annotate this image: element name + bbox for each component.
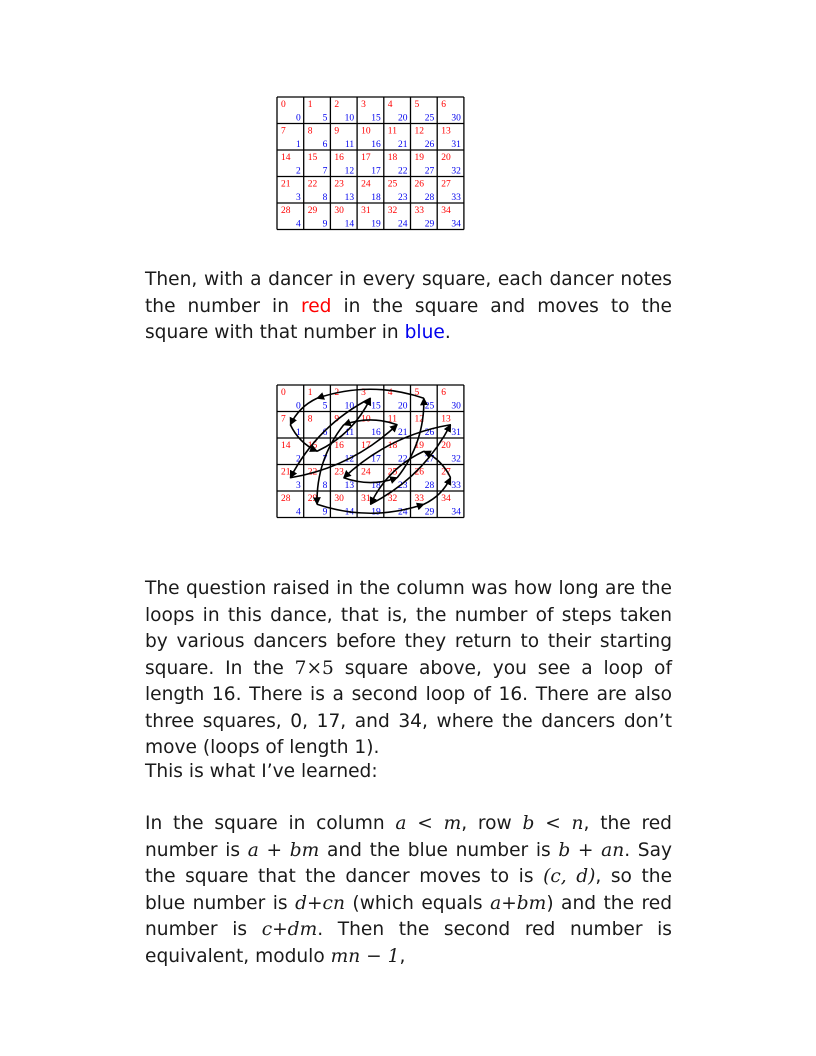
cell-blue-number: 15 [371,113,381,124]
cell-red-number: 20 [441,153,451,163]
cell-blue-number: 5 [322,401,328,412]
cell-red-number: 16 [334,441,344,451]
cell-blue-number: 7 [322,166,328,177]
cell-blue-number: 2 [295,454,301,465]
cell-red-number: 24 [361,179,371,190]
cell-red-number: 8 [307,126,313,137]
cell-blue-number: 18 [371,193,381,203]
cell-blue-number: 10 [344,401,355,412]
cell-red-number: 33 [414,494,424,504]
cell-blue-number: 11 [344,428,355,438]
cell-red-number: 1 [307,388,313,398]
blue-word: blue [404,322,445,343]
cell-blue-number: 29 [424,507,435,518]
cell-blue-number: 10 [344,113,355,124]
cell-red-number: 7 [281,126,286,137]
cell-blue-number: 0 [295,401,301,412]
cell-blue-number: 26 [424,140,435,150]
cell-red-number: 26 [414,179,424,190]
cell-blue-number: 13 [344,481,355,491]
cell-blue-number: 0 [295,113,301,124]
cell-blue-number: 16 [371,140,381,150]
cell-red-number: 2 [334,388,340,398]
cell-red-number: 12 [414,414,424,425]
cell-red-number: 0 [281,100,286,110]
cell-blue-number: 31 [451,428,461,438]
cell-red-number: 26 [414,467,424,478]
cell-blue-number: 29 [424,219,435,230]
cell-blue-number: 33 [451,193,461,203]
cell-blue-number: 23 [398,193,408,203]
cell-red-number: 20 [441,441,451,451]
cell-red-number: 25 [387,467,398,478]
cell-red-number: 5 [414,100,420,110]
cell-blue-number: 3 [295,193,301,203]
paragraph-learned: This is what I’ve learned: [145,761,378,782]
cell-blue-number: 28 [424,193,435,203]
cell-blue-number: 19 [371,507,381,518]
cell-blue-number: 31 [451,140,461,150]
number-grid-with-loop-arrows [276,384,466,520]
cell-blue-number: 4 [295,219,301,230]
cell-red-number: 3 [361,388,366,398]
cell-red-number: 2 [334,100,340,110]
cell-red-number: 4 [387,388,393,398]
cell-blue-number: 34 [451,507,461,518]
cell-blue-number: 1 [295,140,301,150]
cell-red-number: 33 [414,206,424,216]
cell-blue-number: 34 [451,219,461,230]
cell-red-number: 15 [307,153,318,163]
cell-blue-number: 20 [398,113,408,124]
cell-blue-number: 27 [424,454,435,465]
cell-blue-number: 7 [322,454,328,465]
cell-blue-number: 32 [451,454,461,465]
cell-red-number: 29 [307,494,318,504]
cell-red-number: 11 [387,414,397,425]
cell-blue-number: 12 [344,166,355,177]
cell-red-number: 18 [387,441,398,451]
cell-red-number: 32 [387,494,398,504]
number-grid-top [276,96,466,232]
cell-red-number: 23 [334,467,344,478]
cell-blue-number: 2 [295,166,301,177]
cell-blue-number: 14 [344,219,355,230]
cell-red-number: 6 [441,100,446,110]
cell-blue-number: 30 [451,401,461,412]
cell-red-number: 13 [441,414,451,425]
cell-blue-number: 30 [451,113,461,124]
cell-blue-number: 6 [322,140,328,150]
cell-red-number: 9 [334,414,340,425]
cell-red-number: 14 [281,153,291,163]
cell-blue-number: 6 [322,428,328,438]
cell-blue-number: 16 [371,428,381,438]
cell-red-number: 10 [361,126,371,137]
cell-red-number: 34 [441,206,451,216]
cell-blue-number: 14 [344,507,355,518]
cell-blue-number: 18 [371,481,381,491]
cell-red-number: 32 [387,206,398,216]
cell-blue-number: 4 [295,507,301,518]
cell-blue-number: 28 [424,481,435,491]
cell-red-number: 34 [441,494,451,504]
cell-red-number: 6 [441,388,446,398]
cell-red-number: 22 [307,179,318,190]
cell-blue-number: 13 [344,193,355,203]
cell-red-number: 3 [361,100,366,110]
cell-red-number: 18 [387,153,398,163]
cell-blue-number: 15 [371,401,381,412]
cell-red-number: 12 [414,126,424,137]
cell-blue-number: 21 [398,140,408,150]
cell-blue-number: 1 [295,428,301,438]
cell-red-number: 7 [281,414,286,425]
paragraph-derivation: In the square in column a < m, row b < n, the red number is a + bm and the blue number is b + an. Say the square that the dancer moves to is (c, d), so the blue number is d+cn (which equals a+bm) and the red number is c+dm. Then the second red number is equivalent, modulo mn − 1, [145,813,673,967]
cell-blue-number: 8 [322,193,328,203]
cell-red-number: 19 [414,153,424,163]
cell-blue-number: 22 [398,166,408,177]
cell-red-number: 17 [361,441,371,451]
cell-blue-number: 19 [371,219,381,230]
cell-red-number: 22 [307,467,318,478]
cell-blue-number: 32 [451,166,461,177]
cell-red-number: 11 [387,126,397,137]
cell-blue-number: 12 [344,454,355,465]
cell-red-number: 10 [361,414,371,425]
cell-red-number: 17 [361,153,371,163]
cell-blue-number: 11 [344,140,355,150]
cell-red-number: 16 [334,153,344,163]
cell-red-number: 0 [281,388,286,398]
cell-blue-number: 26 [424,428,435,438]
cell-red-number: 21 [281,179,291,190]
cell-blue-number: 24 [398,219,408,230]
cell-red-number: 31 [361,494,371,504]
cell-blue-number: 21 [398,428,408,438]
cell-blue-number: 17 [371,166,381,177]
cell-red-number: 23 [334,179,344,190]
cell-red-number: 21 [281,467,291,478]
cell-red-number: 15 [307,441,318,451]
red-word: red [301,295,332,317]
cell-blue-number: 9 [322,219,328,230]
cell-blue-number: 5 [322,113,328,124]
loop-arrow [317,389,424,398]
cell-blue-number: 24 [398,507,408,518]
cell-red-number: 4 [387,100,393,110]
cell-red-number: 24 [361,467,371,478]
cell-blue-number: 20 [398,401,408,412]
cell-blue-number: 17 [371,454,381,465]
cell-red-number: 1 [307,100,313,110]
paragraph-loop-question: The question raised in the column was how long are the loops in this dance, that is, the number of steps taken by various dancers before they return to their starting square. In the 7×5 square above, you see a loop of length 16. There is a second loop of 16. There are also three squares, 0, 17, and 34, where the dancers don’t move (loops of length 1). [145,578,672,758]
cell-blue-number: 27 [424,166,435,177]
cell-blue-number: 22 [398,454,408,465]
cell-red-number: 19 [414,441,424,451]
cell-red-number: 28 [281,494,291,504]
cell-red-number: 28 [281,206,291,216]
cell-red-number: 13 [441,126,451,137]
cell-red-number: 29 [307,206,318,216]
cell-red-number: 31 [361,206,371,216]
cell-red-number: 5 [414,388,420,398]
cell-blue-number: 8 [322,481,328,491]
cell-red-number: 27 [441,179,451,190]
cell-red-number: 9 [334,126,340,137]
cell-red-number: 25 [387,179,398,190]
cell-blue-number: 25 [424,401,435,412]
cell-red-number: 27 [441,467,451,478]
cell-red-number: 30 [334,494,344,504]
cell-blue-number: 25 [424,113,435,124]
cell-blue-number: 3 [295,481,301,491]
cell-blue-number: 23 [398,481,408,491]
paragraph-dance-rule: Then, with a dancer in every square, each dancer notes the number in red in the square and moves to the square with that number in blue. [145,269,672,343]
cell-red-number: 30 [334,206,344,216]
cell-blue-number: 33 [451,481,461,491]
cell-red-number: 14 [281,441,291,451]
cell-blue-number: 9 [322,507,328,518]
cell-red-number: 8 [307,414,313,425]
